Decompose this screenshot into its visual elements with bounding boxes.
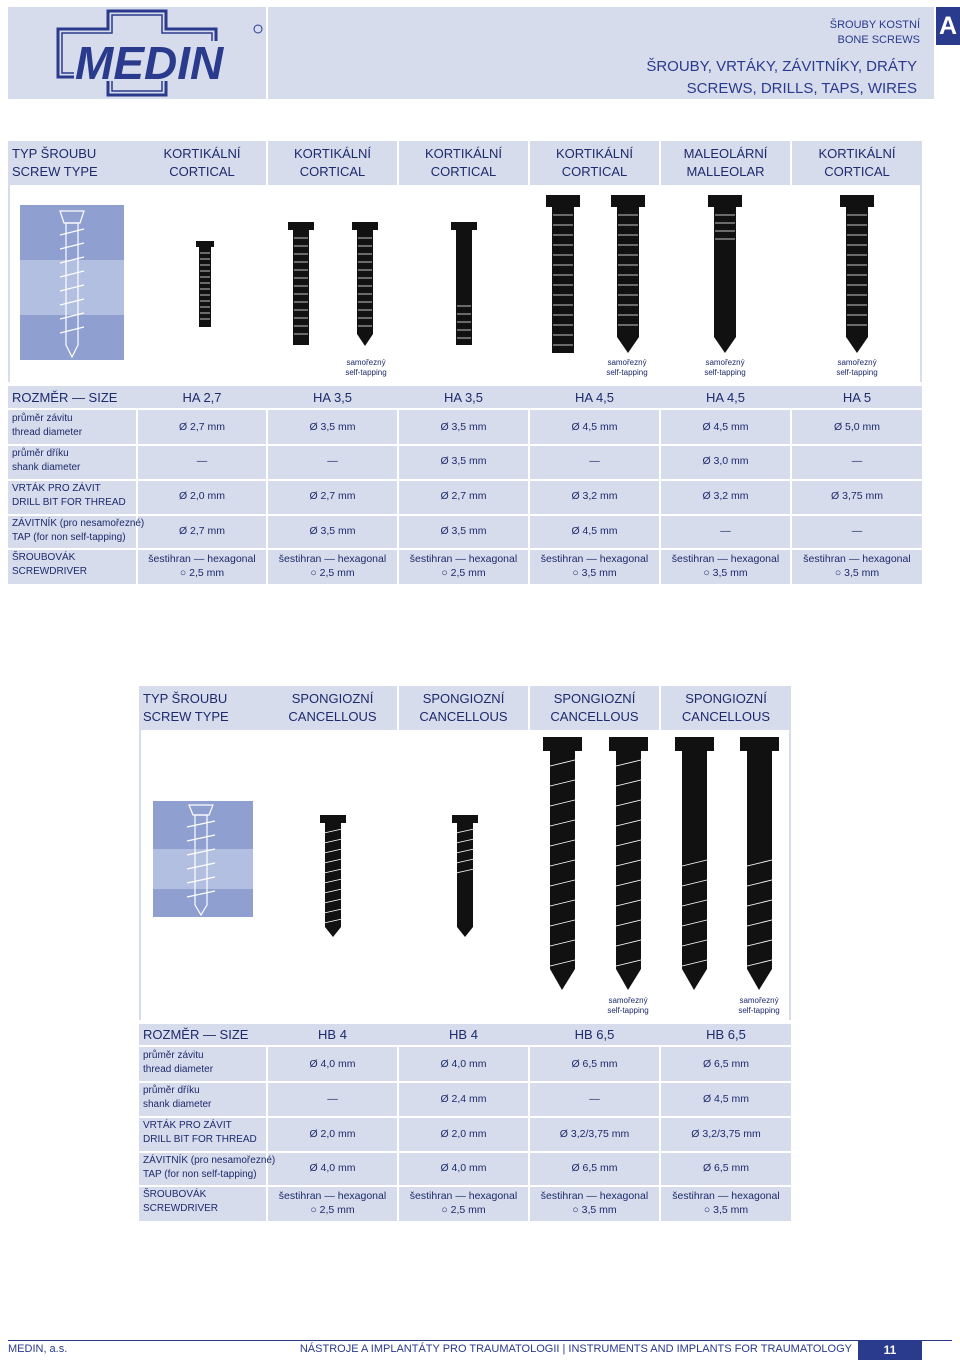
screw-ha35-image [286, 222, 316, 347]
cell-value: Ø 2,7 mm [178, 525, 226, 537]
cell-value: Ø 6,5 mm [702, 1162, 750, 1174]
size-value: HB 4 [318, 1027, 347, 1042]
column-header [792, 141, 922, 185]
column-header [661, 686, 791, 730]
label-en: TAP (for non self-tapping) [143, 1169, 257, 1180]
section-letter: A [938, 12, 958, 40]
hex-label: šestihran — hexagonal [671, 553, 780, 565]
note-cz: samořezný [837, 358, 877, 367]
label-en: TAP (for non self-tapping) [12, 532, 126, 543]
cell-value: Ø 3,2/3,75 mm [559, 1128, 630, 1140]
label-cz: ZÁVITNÍK (pro nesamořezné) [12, 518, 145, 529]
label-cz: VRTÁK PRO ZÁVIT [143, 1120, 232, 1131]
screw-hb65-image [540, 737, 585, 992]
col-title-en: CANCELLOUS [550, 709, 639, 724]
cell-value: Ø 3,75 mm [831, 490, 883, 502]
screw-hb65-selftap-image [606, 737, 651, 992]
label-cz: průměr závitu [12, 413, 73, 424]
note-en: self-tapping [606, 368, 648, 377]
cell-value: Ø 3,5 mm [309, 525, 356, 537]
size-value: HA 2,7 [182, 390, 222, 405]
cell-value: Ø 2,7 mm [178, 421, 226, 433]
hex-label: šestihran — hexagonal [278, 553, 387, 565]
row-divider [139, 1151, 791, 1153]
screwdriver-cell [530, 552, 659, 580]
hex-icon: ○ [310, 1204, 317, 1216]
col-title-cz: SPONGIOZNÍ [422, 691, 505, 706]
screwdriver-cell [399, 552, 528, 580]
size-value: HA 5 [842, 390, 872, 405]
cell-value: Ø 3,5 mm [440, 421, 487, 433]
medin-logo [8, 7, 266, 99]
screw-hb65-shank-selftap-image [737, 737, 782, 992]
col-title-cz: SPONGIOZNÍ [685, 691, 767, 706]
screwdriver-cell [399, 1189, 528, 1217]
footer-rule [8, 1340, 952, 1341]
cell-value: Ø 5,0 mm [833, 421, 881, 433]
label-en: shank diameter [12, 462, 81, 473]
hex-icon: ○ [441, 567, 448, 579]
cell-value: Ø 2,0 mm [309, 1128, 356, 1140]
size-value: HA 4,5 [574, 390, 615, 405]
cell-value: Ø 6,5 mm [702, 1058, 750, 1070]
col-title-en: CANCELLOUS [419, 709, 508, 724]
hex-label: šestihran — hexagonal [540, 1190, 649, 1202]
row-label [143, 1154, 275, 1182]
driver-size: 2,5 mm [450, 567, 486, 579]
column-header [399, 686, 530, 730]
row-divider [139, 1116, 791, 1118]
footer-company: MEDIN, a.s. [8, 1343, 68, 1355]
cell-value: — [720, 525, 731, 537]
screw-ha35-shank-image [449, 222, 479, 347]
column-header [530, 141, 661, 185]
page-number: 11 [883, 1343, 897, 1357]
logo-panel [8, 7, 266, 99]
hex-icon: ○ [179, 567, 187, 579]
label-en: SCREWDRIVER [143, 1203, 219, 1214]
size-value: HA 3,5 [312, 390, 353, 405]
row-divider [139, 1081, 791, 1083]
hex-label: šestihran — hexagonal [803, 553, 911, 565]
row-divider [8, 408, 922, 410]
col-title-en: CANCELLOUS [681, 709, 771, 724]
note-en: self-tapping [836, 368, 878, 377]
screw-ha45-image [544, 195, 582, 355]
hex-label: šestihran — hexagonal [409, 553, 518, 565]
screw-ha45-selftap-image [609, 195, 647, 355]
col-title-en: CANCELLOUS [288, 709, 377, 724]
cell-value: Ø 2,0 mm [440, 1128, 487, 1140]
size-value: HA 4,5 [705, 390, 746, 405]
row-label [12, 551, 87, 579]
hex-icon: ○ [572, 1204, 579, 1216]
note-en: self-tapping [607, 1006, 649, 1015]
label-en: DRILL BIT FOR THREAD [12, 497, 126, 508]
driver-size: 3,5 mm [581, 1204, 617, 1216]
screwdriver-cell [138, 552, 266, 580]
column-header [138, 141, 268, 185]
cell-value: — [851, 455, 863, 467]
col-title-en: CORTICAL [169, 164, 235, 179]
hex-icon: ○ [703, 567, 710, 579]
column-header [530, 686, 661, 730]
screw-hb65-shank-image [672, 737, 717, 992]
cell-value: Ø 3,5 mm [440, 455, 487, 467]
cell-value: Ø 2,7 mm [309, 490, 356, 502]
cell-value: — [196, 455, 208, 467]
hex-label: šestihran — hexagonal [148, 553, 256, 565]
column-header [268, 686, 399, 730]
screwdriver-cell [792, 552, 922, 580]
type-label-cz: TYP ŠROUBU [143, 691, 228, 706]
note-en: self-tapping [738, 1006, 780, 1015]
driver-size: 2,5 mm [319, 567, 355, 579]
label-cz: průměr závitu [143, 1050, 204, 1061]
cell-value: Ø 2,0 mm [178, 490, 226, 502]
screw-ha27-image [193, 241, 217, 329]
self-tapping-note [592, 358, 662, 378]
label-cz: VRTÁK PRO ZÁVIT [12, 483, 101, 494]
page-number-box [858, 1341, 922, 1360]
driver-size: 3,5 mm [712, 567, 748, 579]
note-cz: samořezný [608, 996, 648, 1005]
driver-size: 3,5 mm [713, 1204, 749, 1216]
screw-ha5-image [838, 195, 876, 355]
screwdriver-cell [268, 1189, 397, 1217]
col-title-cz: KORTIKÁLNÍ [424, 146, 503, 161]
self-tapping-note [822, 358, 892, 378]
cell-value: Ø 4,5 mm [571, 525, 618, 537]
screw-type-header [139, 686, 272, 730]
cell-value: Ø 6,5 mm [571, 1162, 618, 1174]
row-label [143, 1188, 218, 1216]
label-cz: průměr dříku [143, 1085, 200, 1096]
hex-label: šestihran — hexagonal [540, 553, 649, 565]
cell-value: — [589, 455, 600, 467]
footer-title: NÁSTROJE A IMPLANTÁTY PRO TRAUMATOLOGII | INSTRUMENTS AND IMPLANTS FOR TRAUMATOLOGY [299, 1343, 852, 1355]
row-label [12, 482, 126, 510]
hex-icon: ○ [703, 1204, 711, 1216]
column-header [661, 141, 792, 185]
cell-value: — [589, 1093, 600, 1105]
screwdriver-cell [661, 1189, 791, 1217]
label-en: thread diameter [12, 427, 83, 438]
note-cz: samořezný [346, 358, 386, 367]
row-label [12, 517, 144, 545]
cell-value: Ø 6,5 mm [571, 1058, 618, 1070]
size-label: ROZMĚR — SIZE [12, 390, 118, 405]
hex-label: šestihran — hexagonal [278, 1190, 387, 1202]
column-header [399, 141, 530, 185]
col-title-cz: KORTIKÁLNÍ [163, 146, 241, 161]
page-title-en: SCREWS, DRILLS, TAPS, WIRES [686, 80, 917, 97]
label-en: shank diameter [143, 1099, 212, 1110]
screw-hb4-image [318, 815, 348, 938]
row-label [12, 412, 82, 440]
note-en: self-tapping [704, 368, 746, 377]
screwdriver-cell [661, 552, 790, 580]
driver-size: 2,5 mm [450, 1204, 486, 1216]
screwdriver-cell [268, 552, 397, 580]
size-value: HB 4 [449, 1027, 478, 1042]
type-label-en: SCREW TYPE [143, 709, 229, 724]
self-tapping-note [724, 996, 794, 1016]
driver-size: 3,5 mm [581, 567, 617, 579]
logo-wordmark: MEDIN [75, 37, 224, 89]
hex-label: šestihran — hexagonal [409, 1190, 518, 1202]
row-divider [8, 444, 922, 446]
cell-value: — [851, 525, 863, 537]
row-label [143, 1049, 213, 1077]
label-en: DRILL BIT FOR THREAD [143, 1134, 257, 1145]
cell-value: Ø 3,0 mm [702, 455, 749, 467]
label-cz: ŠROUBOVÁK [12, 552, 76, 563]
screw-ha35-selftap-image [350, 222, 380, 347]
note-cz: samořezný [739, 996, 779, 1005]
screwdriver-cell [530, 1189, 659, 1217]
row-divider [8, 548, 922, 550]
cell-value: Ø 4,0 mm [309, 1058, 356, 1070]
col-title-cz: SPONGIOZNÍ [291, 691, 374, 706]
driver-size: 2,5 mm [319, 1204, 355, 1216]
col-title-cz: KORTIKÁLNÍ [555, 146, 634, 161]
col-title-en: MALLEOLAR [686, 164, 765, 179]
row-label [143, 1119, 257, 1147]
label-cz: ŠROUBOVÁK [143, 1189, 207, 1200]
hex-icon: ○ [310, 567, 317, 579]
cell-value: Ø 3,2 mm [702, 490, 749, 502]
cell-value: — [327, 455, 338, 467]
col-title-en: CORTICAL [824, 164, 890, 179]
page-title-cz: ŠROUBY, VRTÁKY, ZÁVITNÍKY, DRÁTY [646, 58, 917, 75]
size-value: HB 6,5 [574, 1027, 615, 1042]
self-tapping-note [690, 358, 760, 378]
cell-value: Ø 3,5 mm [309, 421, 356, 433]
cell-value: — [327, 1093, 338, 1105]
self-tapping-note [593, 996, 663, 1016]
label-cz: ZÁVITNÍK (pro nesamořezné) [143, 1155, 276, 1166]
cell-value: Ø 4,0 mm [309, 1162, 356, 1174]
type-label-cz: TYP ŠROUBU [12, 146, 97, 161]
row-divider [139, 1045, 791, 1047]
header-panel [268, 7, 934, 99]
col-title-en: CORTICAL [561, 164, 628, 179]
note-cz: samořezný [705, 358, 745, 367]
bone-illustration [153, 801, 253, 917]
hex-icon: ○ [572, 567, 579, 579]
self-tapping-note [331, 358, 401, 378]
category-en: BONE SCREWS [837, 34, 920, 46]
driver-size: 3,5 mm [844, 567, 880, 579]
hex-label: šestihran — hexagonal [672, 1190, 780, 1202]
label-cz: průměr dříku [12, 448, 69, 459]
cell-value: Ø 3,5 mm [440, 525, 487, 537]
cell-value: Ø 3,2 mm [571, 490, 618, 502]
column-header [268, 141, 399, 185]
label-en: SCREWDRIVER [12, 566, 88, 577]
hex-icon: ○ [441, 1204, 448, 1216]
cell-value: Ø 3,2/3,75 mm [691, 1128, 761, 1140]
size-value: HB 6,5 [706, 1027, 746, 1042]
col-title-cz: KORTIKÁLNÍ [293, 146, 372, 161]
section-tab [936, 7, 960, 45]
cell-value: Ø 4,5 mm [702, 421, 749, 433]
note-en: self-tapping [345, 368, 387, 377]
cell-value: Ø 4,5 mm [702, 1093, 750, 1105]
screw-hb4-shank-image [450, 815, 480, 938]
size-label: ROZMĚR — SIZE [143, 1027, 249, 1042]
cell-value: Ø 4,5 mm [571, 421, 618, 433]
cell-value: Ø 4,0 mm [440, 1058, 487, 1070]
cell-value: Ø 4,0 mm [440, 1162, 487, 1174]
category-cz: ŠROUBY KOSTNÍ [829, 19, 920, 31]
bone-illustration [20, 205, 124, 360]
size-value: HA 3,5 [443, 390, 484, 405]
cell-value: Ø 2,4 mm [440, 1093, 487, 1105]
note-cz: samořezný [607, 358, 647, 367]
screw-ha45-malleolar-image [706, 195, 744, 355]
row-divider [8, 479, 922, 481]
cell-value: Ø 2,7 mm [440, 490, 487, 502]
col-title-cz: MALEOLÁRNÍ [683, 146, 768, 161]
row-label [12, 447, 80, 475]
driver-size: 2,5 mm [189, 567, 225, 579]
type-label-en: SCREW TYPE [12, 164, 98, 179]
label-en: thread diameter [143, 1064, 214, 1075]
col-title-cz: SPONGIOZNÍ [553, 691, 636, 706]
col-title-en: CORTICAL [299, 164, 366, 179]
row-divider [8, 514, 922, 516]
row-divider [139, 1185, 791, 1187]
row-label [143, 1084, 211, 1112]
col-title-cz: KORTIKÁLNÍ [818, 146, 896, 161]
screw-type-header [8, 141, 142, 185]
col-title-en: CORTICAL [430, 164, 497, 179]
hex-icon: ○ [834, 567, 842, 579]
